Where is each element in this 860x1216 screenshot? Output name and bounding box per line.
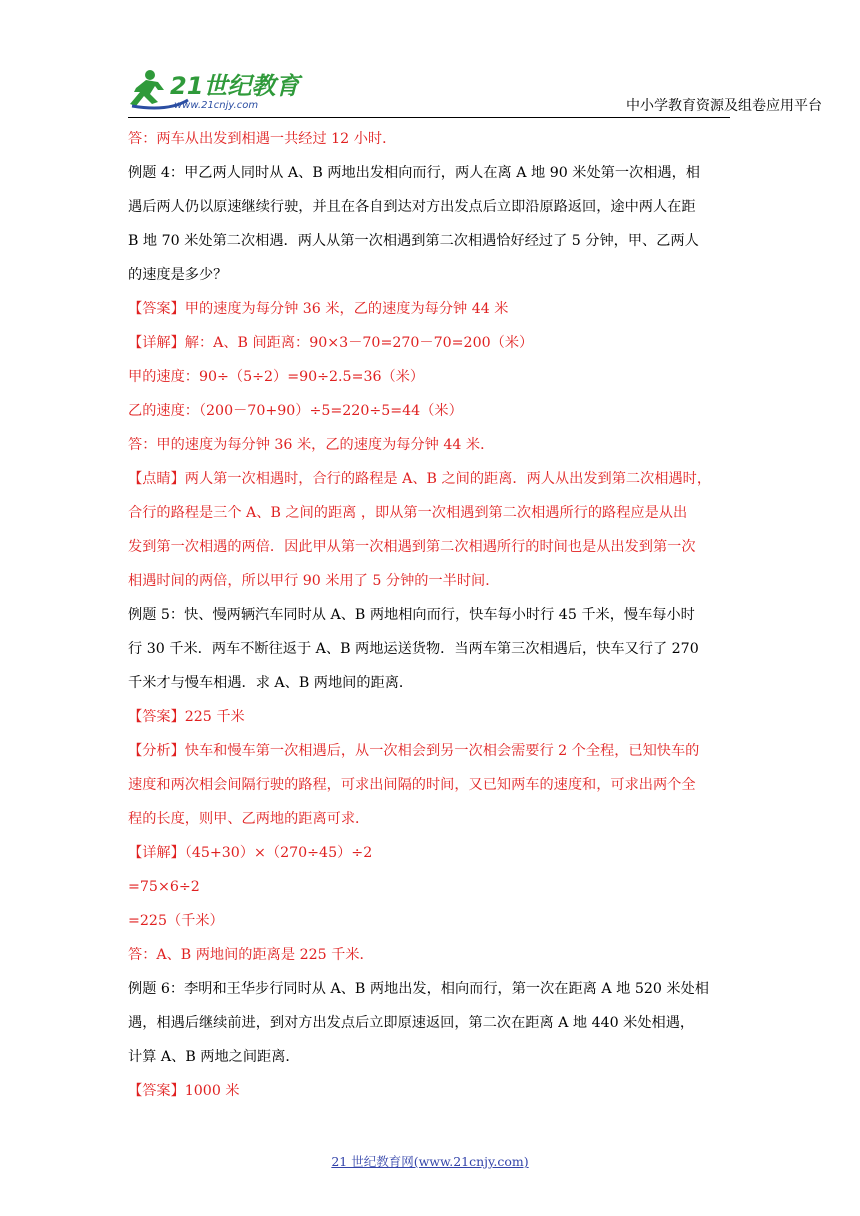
- text-line: 甲的速度：90÷（5÷2）=90÷2.5=36（米）: [128, 369, 425, 385]
- text-line: 【答案】甲的速度为每分钟 36 米，乙的速度为每分钟 44 米: [128, 301, 509, 317]
- text-line: 例题 6：李明和王华步行同时从 A、B 两地出发，相向而行，第一次在距离 A 地 520 米处相: [128, 981, 709, 997]
- text-line: 相遇时间的两倍，所以甲行 90 米用了 5 分钟的一半时间．: [128, 573, 500, 589]
- text-line: 程的长度，则甲、乙两地的距离可求．: [128, 811, 370, 827]
- text-line: 【分析】快车和慢车第一次相遇后，从一次相会到另一次相会需要行 2 个全程，已知快车的: [128, 743, 700, 759]
- text-line: 的速度是多少？: [128, 267, 228, 283]
- text-line: 遇后两人仍以原速继续行驶，并且在各自到达对方出发点后立即沿原路返回，途中两人在距: [128, 199, 696, 215]
- text-line: 千米才与慢车相遇．求 A、B 两地间的距离．: [128, 675, 414, 691]
- logo-21cnjy: [128, 66, 308, 112]
- text-line: 例题 4：甲乙两人同时从 A、B 两地出发相向而行，两人在离 A 地 90 米处第一次相遇，相: [128, 165, 700, 181]
- text-line: 发到第一次相遇的两倍．因此甲从第一次相遇到第二次相遇所行的时间也是从出发到第一次: [128, 539, 696, 555]
- text-line: 【答案】1000 米: [128, 1083, 240, 1099]
- text-line: 行 30 千米．两车不断往返于 A、B 两地运送货物．当两车第三次相遇后，快车又行了 270: [128, 641, 699, 657]
- page-header: [0, 0, 860, 122]
- text-line: 答：甲的速度为每分钟 36 米，乙的速度为每分钟 44 米．: [128, 437, 495, 453]
- platform-name: 中小学教育资源及组卷应用平台: [626, 98, 822, 114]
- document-body: [128, 122, 730, 1108]
- text-line: B 地 70 米处第二次相遇．两人从第一次相遇到第二次相遇恰好经过了 5 分钟，甲、乙两人: [128, 233, 699, 249]
- text-line: 速度和两次相会间隔行驶的路程，可求出间隔的时间，又已知两车的速度和，可求出两个全: [128, 777, 696, 793]
- svg-text:www.21cnjy.com: www.21cnjy.com: [174, 100, 259, 111]
- header-divider: [128, 117, 730, 118]
- text-line: 乙的速度：（200－70+90）÷5=220÷5=44（米）: [128, 403, 463, 419]
- text-line: 【答案】225 千米: [128, 709, 245, 725]
- text-line: 答：两车从出发到相遇一共经过 12 小时．: [128, 131, 397, 147]
- text-line: 例题 5：快、慢两辆汽车同时从 A、B 两地相向而行，快车每小时行 45 千米，慢车每小时: [128, 607, 695, 623]
- text-line: 合行的路程是三个 A、B 之间的距离 ，即从第一次相遇到第二次相遇所行的路程应是从出: [128, 505, 688, 521]
- text-line: 【详解】解：A、B 间距离：90×3－70=270－70=200（米）: [128, 335, 534, 351]
- text-line: 【详解】（45+30）×（270÷45）÷2: [128, 845, 373, 861]
- text-line: 计算 A、B 两地之间距离．: [128, 1049, 300, 1065]
- text-line: =225（千米）: [128, 913, 224, 929]
- svg-text:21世纪教育: 21世纪教育: [170, 72, 300, 100]
- text-line: 遇，相遇后继续前进，到对方出发点后立即原速返回，第二次在距离 A 地 440 米处相遇，: [128, 1015, 695, 1031]
- footer-link[interactable]: 21 世纪教育网(www.21cnjy.com): [331, 1154, 529, 1169]
- text-line: 答：A、B 两地间的距离是 225 千米．: [128, 947, 374, 963]
- text-line: =75×6÷2: [128, 879, 200, 895]
- text-line: 【点睛】两人第一次相遇时，合行的路程是 A、B 之间的距离．两人从出发到第二次相遇时，: [128, 471, 712, 487]
